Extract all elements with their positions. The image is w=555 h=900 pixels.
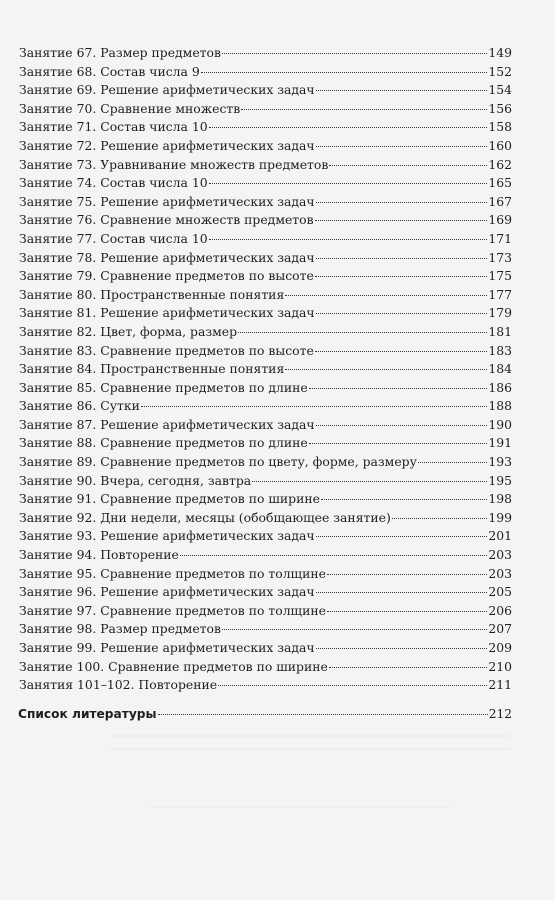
toc-entry-page: 160: [488, 137, 512, 153]
toc-entry-title: Занятие 68. Состав числа 9: [19, 63, 200, 79]
toc-entry[interactable]: [18, 658, 512, 677]
toc-entry-page: 195: [488, 472, 512, 488]
toc-entry[interactable]: [18, 546, 512, 565]
toc-entry-title: Занятие 94. Повторение: [19, 547, 179, 563]
toc-entry-page: 177: [488, 286, 512, 302]
toc-entry-title: Занятие 92. Дни недели, месяцы (обобщающее занятие): [19, 509, 391, 525]
toc-entry-title: Занятие 96. Решение арифметических задач: [19, 584, 315, 600]
toc-entry-title: Занятие 86. Сутки: [19, 398, 140, 414]
dot-leader: [315, 220, 488, 221]
toc-entry[interactable]: [18, 565, 512, 584]
toc-entry-page: 188: [488, 398, 512, 414]
toc-entry-title: Занятие 78. Решение арифметических задач: [19, 249, 315, 265]
toc-entry[interactable]: [18, 509, 512, 528]
toc-entry-title: Занятие 72. Решение арифметических задач: [19, 137, 315, 153]
dot-leader: [141, 406, 488, 407]
toc-entry-page: 199: [488, 509, 512, 525]
toc-entry-title: Занятие 91. Сравнение предметов по ширине: [19, 491, 320, 507]
toc-entry-title: Занятие 76. Сравнение множеств предметов: [19, 212, 314, 228]
toc-entry[interactable]: [18, 472, 512, 491]
dot-leader: [327, 574, 487, 575]
toc-entry-page: 173: [488, 249, 512, 265]
toc-entry-page: 171: [488, 230, 512, 246]
toc-entry-page: 175: [488, 268, 512, 284]
toc-entry-page: 169: [488, 212, 512, 228]
toc-entry[interactable]: [18, 304, 512, 323]
dot-leader: [316, 536, 488, 537]
toc-entry-title: Занятие 82. Цвет, форма, размер: [19, 323, 238, 339]
dot-leader: [285, 369, 487, 370]
toc-entry-page: 149: [488, 45, 512, 60]
toc-entry[interactable]: [18, 602, 512, 621]
toc-entry-page: 212: [488, 706, 512, 721]
toc-entry-list: [18, 44, 512, 695]
toc-entry-page: 198: [488, 491, 512, 507]
toc-entry-page: 158: [488, 119, 512, 135]
toc-entry-title: Занятие 73. Уравнивание множеств предметов: [19, 156, 329, 172]
toc-entry-page: 186: [488, 379, 512, 395]
toc-entry[interactable]: [18, 174, 512, 193]
toc-entry[interactable]: [18, 490, 512, 509]
toc-entry-page: 179: [488, 305, 512, 321]
toc-entry[interactable]: [18, 323, 512, 342]
toc-entry-page: 162: [488, 156, 512, 172]
toc-entry-title: Занятие 99. Решение арифметических задач: [19, 640, 315, 655]
dot-leader: [209, 239, 488, 240]
dot-leader: [201, 72, 488, 73]
dot-leader: [158, 714, 488, 715]
toc-entry-title: Занятие 97. Сравнение предметов по толщине: [19, 602, 326, 618]
toc-entry-page: 181: [488, 323, 512, 339]
toc-entry[interactable]: [18, 676, 512, 695]
dot-leader: [316, 648, 488, 649]
toc-entry-page: 209: [488, 640, 512, 655]
toc-entry-title: Занятия 101–102. Повторение: [19, 677, 218, 693]
toc-entry-page: 165: [488, 175, 512, 191]
toc-entry-page: 156: [488, 100, 512, 116]
dot-leader: [180, 555, 487, 556]
toc-entry-title: Занятие 98. Размер предметов: [19, 621, 221, 637]
toc-entry-page: 191: [488, 435, 512, 451]
dot-leader: [316, 202, 488, 203]
toc-entry-page: 210: [488, 658, 512, 674]
toc-entry-page: 154: [488, 82, 512, 98]
toc-entry-title: Занятие 83. Сравнение предметов по высоте: [19, 342, 314, 358]
toc-entry-title: Занятие 93. Решение арифметических задач: [19, 528, 315, 544]
dot-leader: [285, 295, 487, 296]
toc-entry-title: Занятие 88. Сравнение предметов по длине: [19, 435, 308, 451]
toc-entry-title: Занятие 80. Пространственные понятия: [19, 286, 285, 302]
toc-entry-title: Занятие 95. Сравнение предметов по толщине: [19, 565, 326, 581]
toc-entry-title: Занятие 69. Решение арифметических задач: [19, 82, 315, 98]
toc-entry-title: Занятие 90. Вчера, сегодня, завтра: [19, 472, 252, 488]
toc-entry[interactable]: [18, 137, 512, 156]
toc-entry[interactable]: [18, 434, 512, 453]
toc-entry-bibliography[interactable]: [18, 705, 512, 724]
dot-leader: [316, 425, 488, 426]
toc-entry-page: 190: [488, 416, 512, 432]
dot-leader: [315, 351, 488, 352]
toc-entry[interactable]: [18, 230, 512, 249]
dot-leader: [241, 109, 487, 110]
toc-entry[interactable]: [18, 100, 512, 119]
dot-leader: [329, 165, 487, 166]
toc-entry-title: Занятие 87. Решение арифметических задач: [19, 416, 315, 432]
toc-entry-title: Занятие 89. Сравнение предметов по цвету, форме, размеру: [19, 454, 417, 470]
toc-entry[interactable]: [18, 156, 512, 175]
dot-leader: [252, 481, 487, 482]
dot-leader: [329, 667, 488, 668]
toc-entry[interactable]: [18, 81, 512, 100]
toc-entry[interactable]: [18, 453, 512, 472]
toc-entry[interactable]: [18, 267, 512, 286]
toc-entry-title: Занятие 74. Состав числа 10: [19, 175, 208, 191]
toc-entry[interactable]: [18, 286, 512, 305]
toc-entry[interactable]: [18, 249, 512, 268]
toc-entry-title: Занятие 71. Состав числа 10: [19, 119, 208, 135]
toc-entry-page: 167: [488, 193, 512, 209]
toc-entry-page: 203: [488, 547, 512, 563]
toc-entry[interactable]: [18, 416, 512, 435]
dot-leader: [222, 53, 487, 54]
toc-entry[interactable]: [18, 583, 512, 602]
dot-leader: [209, 127, 488, 128]
toc-entry[interactable]: [18, 118, 512, 137]
toc-entry-page: 211: [488, 677, 512, 693]
dot-leader: [392, 518, 488, 519]
toc-entry-title: Занятие 84. Пространственные понятия: [19, 361, 285, 377]
dot-leader: [315, 276, 488, 277]
toc-entry-title: Занятие 67. Размер предметов: [19, 45, 221, 60]
toc-entry[interactable]: [18, 397, 512, 416]
toc-entry[interactable]: [18, 342, 512, 361]
dot-leader: [316, 146, 488, 147]
dot-leader: [309, 443, 488, 444]
toc-entry-page: 203: [488, 565, 512, 581]
toc-entry-title: Занятие 77. Состав числа 10: [19, 230, 208, 246]
toc-entry-page: 207: [488, 621, 512, 637]
dot-leader: [327, 611, 487, 612]
dot-leader: [309, 388, 488, 389]
toc-entry-title: Занятие 100. Сравнение предметов по ширине: [19, 658, 328, 674]
show-through-line: [110, 735, 510, 737]
toc-entry[interactable]: [18, 211, 512, 230]
dot-leader: [316, 313, 488, 314]
toc-entry-page: 206: [488, 602, 512, 618]
toc-entry-title: Занятие 70. Сравнение множеств: [19, 100, 241, 116]
dot-leader: [222, 629, 487, 630]
toc-entry[interactable]: [18, 63, 512, 82]
toc-entry-page: 152: [488, 63, 512, 79]
table-of-contents: [18, 44, 512, 723]
dot-leader: [316, 592, 488, 593]
show-through-line: [150, 806, 450, 808]
dot-leader: [316, 258, 488, 259]
toc-entry-title: Занятие 81. Решение арифметических задач: [19, 305, 315, 321]
toc-entry[interactable]: [18, 620, 512, 639]
toc-entry-title: Занятие 79. Сравнение предметов по высоте: [19, 268, 314, 284]
toc-entry-page: 201: [488, 528, 512, 544]
toc-entry-page: 205: [488, 584, 512, 600]
toc-entry-title: Список литературы: [18, 706, 157, 721]
toc-entry[interactable]: [18, 360, 512, 379]
dot-leader: [418, 462, 487, 463]
toc-entry[interactable]: [18, 379, 512, 398]
toc-entry-title: Занятие 75. Решение арифметических задач: [19, 193, 315, 209]
toc-entry[interactable]: [18, 193, 512, 212]
dot-leader: [321, 499, 487, 500]
toc-entry[interactable]: [18, 639, 512, 658]
dot-leader: [238, 332, 487, 333]
toc-entry-page: 184: [488, 361, 512, 377]
dot-leader: [316, 90, 488, 91]
toc-entry-title: Занятие 85. Сравнение предметов по длине: [19, 379, 308, 395]
dot-leader: [218, 685, 487, 686]
toc-entry[interactable]: [18, 44, 512, 63]
dot-leader: [209, 183, 488, 184]
show-through-line: [110, 748, 510, 750]
toc-entry-page: 183: [488, 342, 512, 358]
toc-entry[interactable]: [18, 527, 512, 546]
toc-entry-page: 193: [488, 454, 512, 470]
